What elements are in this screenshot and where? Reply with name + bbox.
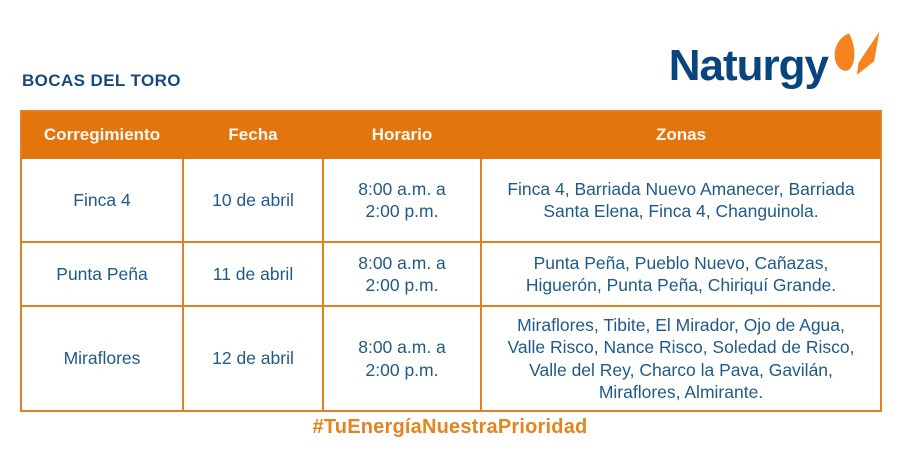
column-header-horario: Horario (324, 112, 482, 159)
cell-horario: 8:00 a.m. a 2:00 p.m. (324, 307, 482, 410)
cell-corregimiento: Punta Peña (22, 243, 184, 307)
cell-horario: 8:00 a.m. a 2:00 p.m. (324, 243, 482, 307)
naturgy-logo (669, 28, 882, 88)
cell-corregimiento: Miraflores (22, 307, 184, 410)
cell-zonas: Punta Peña, Pueblo Nuevo, Cañazas, Higuerón, Punta Peña, Chiriquí Grande. (482, 243, 880, 307)
cell-zonas: Miraflores, Tibite, El Mirador, Ojo de Agua, Valle Risco, Nance Risco, Soledad de Risco, Valle del Rey, Charco la Pava, Gavilán, Miraflores, Almirante. (482, 307, 880, 410)
footer-hashtag: #TuEnergíaNuestraPrioridad (312, 416, 588, 438)
cell-fecha: 10 de abril (184, 159, 324, 243)
cell-fecha: 12 de abril (184, 307, 324, 410)
cell-corregimiento: Finca 4 (22, 159, 184, 243)
column-header-zonas: Zonas (482, 112, 880, 159)
column-header-fecha: Fecha (184, 112, 324, 159)
region-title: BOCAS DEL TORO (22, 71, 181, 90)
outage-schedule-table (20, 110, 882, 412)
cell-fecha: 11 de abril (184, 243, 324, 307)
naturgy-logo-text: Naturgy (668, 41, 828, 90)
cell-zonas: Finca 4, Barriada Nuevo Amanecer, Barriada Santa Elena, Finca 4, Changuinola. (482, 159, 880, 243)
cell-horario: 8:00 a.m. a 2:00 p.m. (324, 159, 482, 243)
naturgy-butterfly-icon (830, 28, 882, 82)
column-header-corregimiento: Corregimiento (22, 112, 184, 159)
